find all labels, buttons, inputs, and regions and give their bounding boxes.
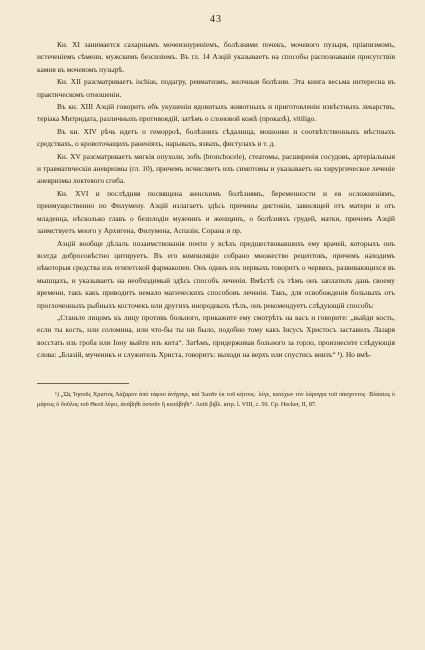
footnote: ¹) „Ὡς Ἰησοῦς Χριστὸς Λάζαρον ἀπὸ τάφου ἀνήγαγε, καὶ Ἰωνᾶν ἐκ τοῦ κήτους· λέγε, κατέχων τὸν λάρυγγα τοῦ πάσχοντος· Βλάσιος ὁ μάρτυς ὁ δοῦλος τοῦ Θεοῦ λέγει, ἀνάβηθι ὀστοῦν ἢ κατάβηθι“. Aetii βιβλ. ιατρ. l. VIII, c. 50. Ср. Hecker, II, 87.	[37, 390, 395, 408]
paragraph-book-15: Кн. XV разсматриваетъ мягкія опухоли, зобъ (bronchocele), стеатомы, расширенія сосудовъ, артеріальныя и травматическія аневризмы (гл. 10), причемъ исчисляетъ ихъ симптомы и указываетъ на хирургическое леченіе аневризмы локтевого сгиба.	[37, 151, 395, 186]
footnote-divider	[37, 383, 129, 384]
paragraph-book-13: Въ кн. XIII Аэцій говоритъ объ укушеніи ядовитыхъ животныхъ и приготовленіи извѣстныхъ лекарствъ, теріака Митридата, различныхъ противоядій, затѣмъ о слоновой кожѣ (проказѣ), vitiligo.	[37, 102, 395, 124]
paragraph-book-14: Въ кн. XIV рѣчь идетъ о геморроѣ, болѣзняхъ сѣдалища, мошонки и соотвѣтственныхъ мѣстныхъ средствахъ, о кровоточащихъ раненіяхъ, нарывахъ, язвахъ, фистулахъ и т. д.	[37, 126, 395, 149]
body-text	[37, 39, 395, 362]
quoted-incantation: „Станьте лицомъ къ лицу противъ больного, прикажите ему смотрѣть на васъ и говорите: „выйди кость, если ты кость, или соломина, или что-бы ты ни было, подобно тому какъ Іисусъ Христосъ заставилъ Лазаря восстать изъ гроба или Іону выйти изъ кита“. Затѣмъ, придерживая больного за горло, произнесите слѣдующія слова: „Блазій, мученикъ и служитель Христа, говоритъ: выходи на верхъ или спустись внизъ“ ¹). Но вмѣ-	[37, 312, 395, 360]
paragraph-book-16: Кн. XVI и послѣдняя посвящена женскимъ болѣзнямъ, беременности и ея осложненіямъ, преимущественно по Филумену. Аэцій излагаетъ здѣсь причины дистокіи, зависящей отъ матери и отъ младенца, нѣсколько главъ о безплодіи мужчинъ и женщинъ, о болѣзняхъ грудей, матки, причемъ Аэцій заимствуетъ много у Архигена, Филумена, Аспазіи, Сорана и пр.	[37, 188, 395, 236]
paragraph-book-11: Кн. XI занимается сахарнымъ мочеизнуреніемъ, болѣзнями почекъ, мочевого пузыря, пріапизмомъ, истеченіемъ сѣмени, мужскимъ безсиліемъ. Въ гл. 14 Аэцій указываетъ на способы распознаванія присутствія камня въ мочевомъ пузырѣ.	[37, 40, 395, 74]
paragraph-aetius-borrowings: Аэцій вообще дѣлалъ позаимствованія почти у всѣхъ предшествовавшихъ ему врачей, которыхъ онъ всегда добросовѣстно цитируетъ. Въ его компиляціи собрано множество рецептовъ, причемъ находимъ нѣкоторыя средства изъ египетской фармакопеи. Онъ одинъ изъ первыхъ говоритъ о червяхъ, развивающихся въ мышцахъ, и указываетъ на необходимый здѣсь способъ леченія. Вмѣстѣ съ тѣмъ онъ заплатилъ дань своему времени, такъ какъ приводитъ немало магическихъ способовъ леченія. Такъ, для освобожденія больныхъ отъ проглоченныхъ рыбныхъ косточекъ или другихъ инородныхъ тѣлъ, онъ рекомендуетъ слѣдующій способъ:	[37, 238, 395, 310]
paragraph-book-12: Кн. XII разсматриваетъ ischias, подагру, ревматизмъ, желчныя болѣзни. Эта книга весьма интересна въ практическомъ отношеніи.	[37, 77, 395, 99]
page-number: 43	[210, 14, 222, 25]
